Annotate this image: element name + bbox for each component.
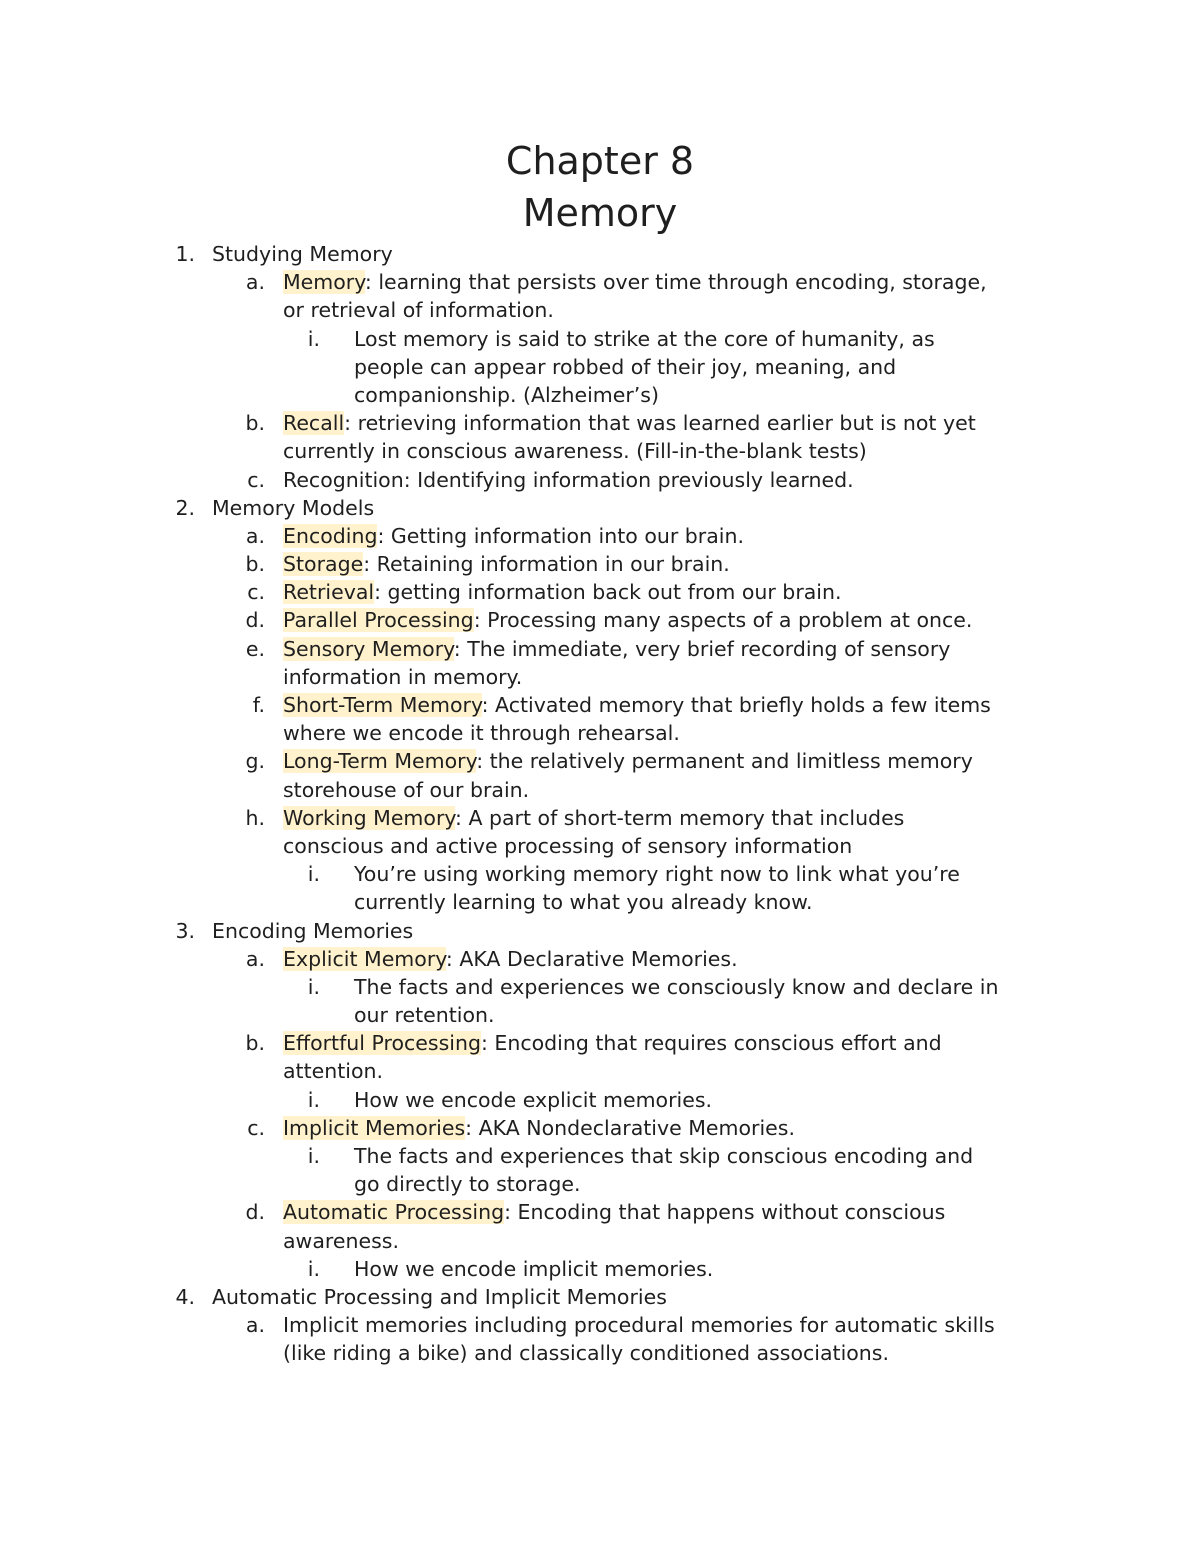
outline-item-row [0,268,1200,296]
item-marker: g. [245,749,265,774]
highlighted-term: Short-Term Memory [283,693,482,717]
outline-item-row [0,578,1200,606]
item-text [283,1339,889,1367]
chapter-title: Chapter 8 [505,139,695,183]
outline-item-row [0,1029,1200,1057]
highlighted-term: Explicit Memory [283,946,446,971]
subitem-text-line: companionship. (Alzheimer’s) [354,382,659,407]
outline-subitem-row [0,1170,1200,1198]
highlighted-term: Working Memory [283,805,456,830]
item-marker: a. [245,270,265,295]
item-text [283,832,852,860]
outline-item-row [0,747,1200,775]
section-heading: Automatic Processing and Implicit Memories [212,1284,667,1309]
item-text-line: : learning that persists over time through encoding, storage, [364,270,987,295]
section-number: 4. [175,1284,195,1309]
item-text [283,1311,995,1339]
item-text-line: currently in conscious awareness. (Fill-in-the-blank tests) [283,439,867,464]
item-text [283,663,522,691]
item-marker: a. [245,1313,265,1338]
outline-item-row [0,776,1200,804]
outline-subitem-row [0,381,1200,409]
item-text-line: : Encoding that happens without conscious [504,1200,946,1225]
outline-subitem-row [0,973,1200,1001]
item-marker: b. [245,411,265,436]
subitem-marker: i. [307,326,320,351]
section-heading: Memory Models [212,495,375,520]
highlighted-term: Encoding [283,523,378,548]
subitem-text-line: How we encode implicit memories. [354,1256,714,1281]
subitem-text-line: our retention. [354,1003,495,1028]
item-marker: h. [245,805,265,830]
item-text [283,578,842,606]
outline-item-row [0,1198,1200,1226]
item-text [283,409,976,437]
highlighted-term: Sensory Memory [283,636,454,661]
subitem-marker: i. [307,1087,320,1112]
outline-item-row [0,663,1200,691]
item-text-line: Recognition: Identifying information previously learned. [283,467,854,492]
item-text [283,776,529,804]
subitem-text-line: The facts and experiences that skip conscious encoding and [354,1144,974,1168]
item-marker: c. [247,467,265,492]
item-text-line: attention. [283,1059,384,1084]
highlighted-term: Parallel Processing [283,608,474,633]
notes-outline [0,240,1200,1368]
outline-item-row [0,1114,1200,1142]
outline-item-row [0,437,1200,465]
outline-item-row [0,1311,1200,1339]
outline-item-row [0,296,1200,324]
subitem-marker: i. [307,974,320,999]
outline-item-row [0,719,1200,747]
outline-section-row [0,240,1200,268]
item-text [283,747,973,775]
item-marker: c. [247,1115,265,1140]
item-text [283,437,867,465]
outline-item-row [0,522,1200,550]
subitem-text-line: Lost memory is said to strike at the core of humanity, as [354,326,935,351]
item-text-line: information in memory. [283,664,523,689]
item-text-line: : Processing many aspects of a problem at once. [473,608,973,633]
item-text [283,268,987,296]
item-text-line: storehouse of our brain. [283,777,530,802]
item-text-line: where we encode it through rehearsal. [283,721,680,746]
outline-section-row [0,1283,1200,1311]
item-marker: c. [247,580,265,605]
subitem-text-line: You’re using working memory right now to link what you’re [354,862,960,887]
section-heading: Encoding Memories [212,918,414,943]
item-text-line: Implicit memories including procedural memories for automatic skills [283,1313,995,1338]
subitem-text-line: How we encode explicit memories. [354,1087,713,1112]
subitem-text-line: people can appear robbed of their joy, meaning, and [354,354,897,379]
item-text-line: : Retaining information in our brain. [363,552,730,577]
outline-subitem-row [0,1255,1200,1283]
item-text-line: : getting information back out from our brain. [374,580,842,605]
outline-item-row [0,635,1200,663]
outline-subitem-row [0,860,1200,888]
item-text [283,719,680,747]
item-marker: d. [245,608,265,633]
outline-subitem-row [0,1142,1200,1170]
item-text [283,1029,942,1057]
outline-section-row [0,494,1200,522]
highlighted-term: Long-Term Memory [283,749,477,774]
item-text-line: : Encoding that requires conscious effort and [480,1031,942,1056]
highlighted-term: Recall [283,411,345,436]
outline-item-row [0,466,1200,494]
item-marker: f. [252,693,265,717]
item-marker: b. [245,552,265,577]
subitem-text-line: go directly to storage. [354,1172,581,1197]
highlighted-term: Implicit Memories [283,1115,466,1140]
highlighted-term: Effortful Processing [283,1031,481,1056]
outline-item-row [0,409,1200,437]
item-text [283,1227,399,1255]
outline-item-row [0,606,1200,634]
subitem-marker: i. [307,1144,320,1168]
item-text-line: or retrieval of information. [283,298,554,323]
item-text-line: : AKA Nondeclarative Memories. [465,1115,795,1140]
item-text-line: : retrieving information that was learned earlier but is not yet [344,411,976,436]
item-text-line: : A part of short-term memory that includes [455,805,905,830]
section-number: 2. [175,495,195,520]
item-marker: b. [245,1031,265,1056]
item-text [283,466,854,494]
outline-subitem-row [0,325,1200,353]
subitem-marker: i. [307,1256,320,1281]
chapter-subtitle: Memory [522,191,678,235]
item-text-line: awareness. [283,1228,399,1253]
item-text [283,635,950,663]
item-text-line: : AKA Declarative Memories. [445,946,738,971]
item-text-line: : Getting information into our brain. [377,523,745,548]
section-heading: Studying Memory [212,242,393,266]
outline-subitem-row [0,888,1200,916]
item-text-line: : the relatively permanent and limitless memory [476,749,973,774]
item-marker: a. [245,946,265,971]
outline-item-row [0,1057,1200,1085]
item-text [283,296,554,324]
highlighted-term: Automatic Processing [283,1200,505,1225]
item-marker: d. [245,1200,265,1225]
highlighted-term: Storage [283,552,364,577]
item-marker: a. [245,523,265,548]
outline-subitem-row [0,1001,1200,1029]
subitem-marker: i. [307,862,320,887]
outline-subitem-row [0,1086,1200,1114]
item-text-line: (like riding a bike) and classically conditioned associations. [283,1341,889,1366]
item-text-line: : The immediate, very brief recording of sensory [453,636,951,661]
outline-subitem-row [0,353,1200,381]
item-text [283,1057,383,1085]
outline-item-row [0,1227,1200,1255]
outline-section-row [0,917,1200,945]
section-number: 3. [175,918,195,943]
outline-item-row [0,550,1200,578]
item-text [283,691,991,719]
item-text [283,522,744,550]
item-text [283,606,972,634]
item-text [283,1198,945,1226]
outline-item-row [0,804,1200,832]
outline-item-row [0,945,1200,973]
subitem-text-line: The facts and experiences we consciously know and declare in [354,974,999,999]
highlighted-term: Memory [283,270,365,295]
item-text-line: : Activated memory that briefly holds a few items [481,693,991,717]
outline-item-row [0,1339,1200,1367]
subitem-text-line: currently learning to what you already know. [354,890,813,915]
item-text-line: conscious and active processing of sensory information [283,833,853,858]
item-text [283,550,730,578]
outline-item-row [0,691,1200,719]
item-text [283,945,738,973]
outline-item-row [0,832,1200,860]
item-text [283,1114,795,1142]
highlighted-term: Retrieval [283,580,375,605]
item-marker: e. [245,636,265,661]
item-text [283,804,904,832]
section-number: 1. [175,242,195,266]
